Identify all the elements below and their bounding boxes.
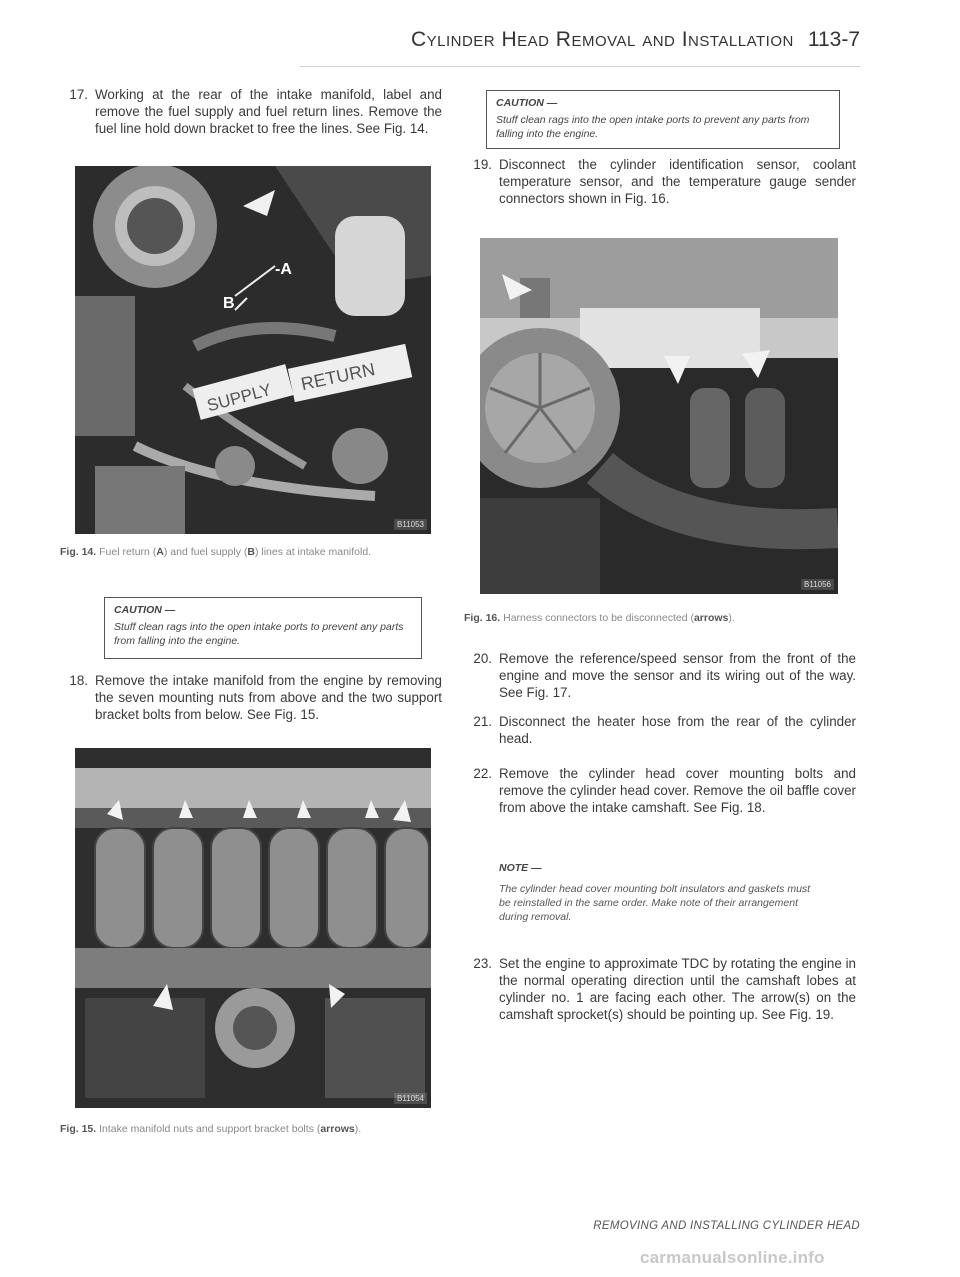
step-text: Remove the intake manifold from the engine by removing the seven mounting nuts from above and the two support bracket bolts from below. See Fig. 15.: [95, 673, 442, 722]
step-17: [60, 86, 442, 138]
figure-id: B11053: [394, 519, 427, 530]
page-number: 113-7: [807, 28, 860, 51]
header-title: Cylinder Head Removal and Installation: [410, 28, 794, 51]
caption-callout: arrows: [693, 612, 729, 624]
figure-15-photo: [75, 748, 431, 1108]
caption-text: ) and fuel supply (: [163, 546, 248, 558]
figure-label: Fig. 14.: [60, 546, 97, 558]
step-20: [464, 650, 856, 702]
step-text: Remove the cylinder head cover mounting bolts and remove the cylinder head cover. Remove the oil baffle cover from above the intake camshaft. See Fig. 18.: [499, 766, 856, 815]
step-number: 22.: [473, 766, 492, 781]
caption-text: Fuel return (: [99, 546, 157, 558]
figure-id: B11056: [801, 579, 834, 590]
note-block: [499, 862, 819, 924]
step-number: 21.: [473, 714, 492, 729]
step-18: [60, 672, 442, 724]
watermark: carmanualsonline.info: [640, 1248, 825, 1267]
step-22: [464, 765, 856, 817]
step-number: 23.: [473, 956, 492, 971]
figure-15-caption: [60, 1123, 440, 1135]
caption-callout: A: [156, 546, 164, 558]
photo-label-a: -A: [275, 261, 292, 278]
photo-tag-supply: SUPPLY: [205, 379, 274, 416]
figure-label: Fig. 16.: [464, 612, 501, 624]
caution-title: CAUTION —: [496, 97, 558, 109]
step-number: 20.: [473, 651, 492, 666]
step-23: [464, 955, 856, 1045]
caption-text: ) lines at intake manifold.: [254, 546, 372, 558]
step-text: Disconnect the heater hose from the rear of the cylinder head.: [499, 714, 856, 746]
photo-label-b: B: [223, 295, 235, 312]
step-number: 19.: [473, 157, 492, 172]
header-rule: [300, 66, 860, 67]
note-text: The cylinder head cover mounting bolt insulators and gaskets must be reinstalled in the same order. Make note of their arrangement during removal.: [499, 883, 811, 923]
figure-16-photo: [480, 238, 838, 594]
caution-text: Stuff clean rags into the open intake ports to prevent any parts from falling into the engine.: [496, 114, 810, 140]
caption-callout: arrows: [320, 1123, 355, 1135]
figure-14-photo: [75, 166, 431, 534]
step-21: [464, 713, 856, 749]
figure-14-caption: [60, 546, 440, 558]
step-text: Disconnect the cylinder identification sensor, coolant temperature sensor, and the temperature gauge sender connectors shown in Fig. 16.: [499, 157, 856, 206]
step-19: [464, 156, 856, 208]
caption-text: Intake manifold nuts and support bracket bolts (: [99, 1123, 321, 1135]
page-header: [300, 28, 860, 52]
caution-box: [486, 90, 840, 149]
caution-box: [104, 597, 422, 659]
step-number: 17.: [69, 87, 88, 102]
step-text: Working at the rear of the intake manifold, label and remove the fuel supply and fuel return lines. Remove the fuel line hold down bracket to free the lines. See Fig. 14.: [95, 87, 442, 136]
section-footer: REMOVING AND INSTALLING CYLINDER HEAD: [593, 1220, 860, 1232]
note-title: NOTE —: [499, 862, 542, 874]
caption-text: ).: [728, 612, 735, 624]
step-number: 18.: [69, 673, 88, 688]
step-text: Set the engine to approximate TDC by rotating the engine in the normal operating direction until the camshaft lobes at cylinder no. 1 are facing each other. The arrow(s) on the camshaft sprocket(s) should be pointing up. See Fig. 19.: [499, 956, 856, 1022]
caption-callout: B: [247, 546, 255, 558]
figure-16-caption: [464, 612, 856, 624]
figure-id: B11054: [394, 1093, 427, 1104]
caution-text: Stuff clean rags into the open intake ports to prevent any parts from falling into the engine.: [114, 621, 404, 647]
figure-label: Fig. 15.: [60, 1123, 97, 1135]
caution-title: CAUTION —: [114, 604, 176, 616]
step-text: Remove the reference/speed sensor from the front of the engine and move the sensor and its wiring out of the way. See Fig. 17.: [499, 651, 856, 700]
photo-tag-return: RETURN: [299, 358, 377, 395]
caption-text: Harness connectors to be disconnected (: [503, 612, 694, 624]
caption-text: ).: [354, 1123, 362, 1135]
